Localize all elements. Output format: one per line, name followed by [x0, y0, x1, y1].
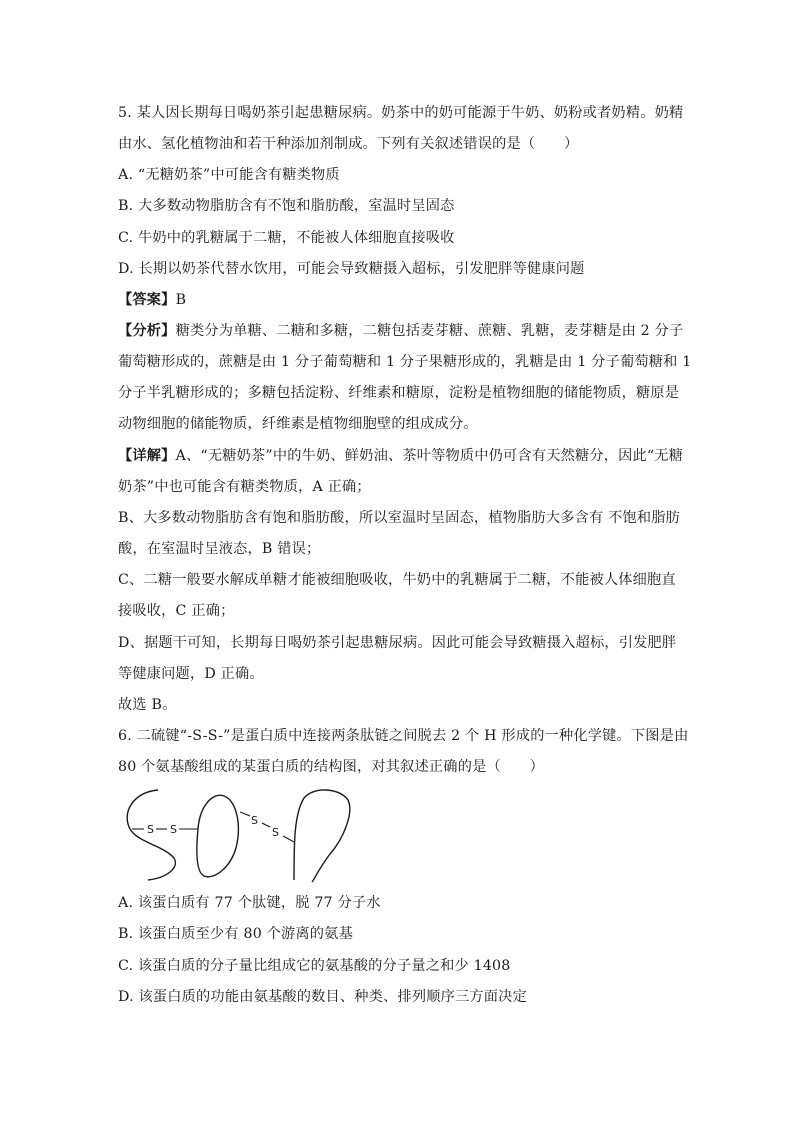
q5-answer: [118, 290, 678, 310]
answer-tag: 【答案】: [118, 292, 176, 308]
analysis-tag: 【分析】: [118, 323, 176, 339]
q5-option-a: A. “无糖奶茶”中可能含有糖类物质: [118, 167, 340, 183]
q5-detail-line-6: 接吸收，C 正确；: [118, 603, 235, 619]
q6-option-d: D. 该蛋白质的功能由氨基酸的数目、种类、排列顺序三方面决定: [118, 989, 527, 1005]
detail-text: A、“无糖奶茶”中的牛奶、鲜奶油、茶叶等物质中仍可含有天然糖分，因此“无糖: [175, 448, 684, 464]
q5-detail-line-4: 酸，在室温时呈液态，B 错误；: [118, 541, 321, 557]
q5-analysis-line-2: 葡萄糖形成的，蔗糖是由 1 分子葡萄糖和 1 分子果糖形成的，乳糖是由 1 分子葡萄糖和 1: [118, 354, 692, 370]
disulfide-bond-2-mid: [262, 823, 270, 827]
peptide-chain-middle: [197, 795, 238, 877]
disulfide-bond-2-right: [283, 836, 294, 842]
q5-detail-line-8: 等健康问题，D 正确。: [118, 666, 264, 682]
q6-option-c: C. 该蛋白质的分子量比组成它的氨基酸的分子量之和少 1408: [118, 958, 511, 974]
q5-detail-line-5: C、二糖一般要水解成单糖才能被细胞吸收，牛奶中的乳糖属于二糖，不能被人体细胞直: [118, 572, 676, 588]
q5-option-d: D. 长期以奶茶代替水饮用，可能会导致糖摄入超标，引发肥胖等健康问题: [118, 261, 585, 277]
q5-analysis-line-3: 分子半乳糖形成的；多糖包括淀粉、纤维素和糖原，淀粉是植物细胞的储能物质，糖原是: [118, 385, 680, 401]
analysis-text: 糖类分为单糖、二糖和多糖，二糖包括麦芽糖、蔗糖、乳糖，麦芽糖是由 2 分子: [175, 323, 684, 339]
q5-conclusion: 故选 B。: [118, 697, 177, 713]
protein-structure-figure: [118, 784, 358, 884]
sulfur-label-1: S: [147, 823, 154, 836]
sulfur-label-4: S: [272, 826, 279, 839]
q5-stem-line-2: 由水、氢化植物油和若干种添加剂制成。下列有关叙述错误的是（ ）: [118, 136, 579, 152]
q5-option-c: C. 牛奶中的乳糖属于二糖，不能被人体细胞直接吸收: [118, 230, 455, 246]
detail-tag: 【详解】: [118, 448, 176, 464]
q5-analysis-line-4: 动物细胞的储能物质，纤维素是植物细胞壁的组成成分。: [118, 416, 478, 432]
q6-stem-line-2: 80 个氨基酸组成的某蛋白质的结构图，对其叙述正确的是（ ）: [118, 759, 545, 775]
answer-value: B: [175, 292, 187, 308]
q5-detail-line-2: 奶茶”中也可能含有糖类物质，A 正确；: [118, 479, 371, 495]
peptide-chain-right: [294, 790, 350, 882]
sulfur-label-3: S: [251, 814, 258, 827]
disulfide-bond-2-left: [240, 812, 250, 816]
q6-option-a: A. 该蛋白质有 77 个肽键，脱 77 分子水: [118, 895, 381, 911]
q5-option-b: B. 大多数动物脂肪含有不饱和脂肪酸，室温时呈固态: [118, 198, 455, 214]
q5-stem-line-1: 5. 某人因长期每日喝奶茶引起患糖尿病。奶茶中的奶可能源于牛奶、奶粉或者奶精。奶精: [118, 105, 684, 121]
sulfur-label-2: S: [170, 823, 177, 836]
q5-detail-line-7: D、据题干可知，长期每日喝奶茶引起患糖尿病。因此可能会导致糖摄入超标，引发肥胖: [118, 635, 677, 651]
q6-stem-line-1: 6. 二硫键“-S-S-”是蛋白质中连接两条肽链之间脱去 2 个 H 形成的一种化学键。下图是由: [118, 728, 689, 744]
q5-analysis-line-1: [118, 321, 684, 341]
q5-detail-line-1: [118, 446, 684, 466]
q5-detail-line-3: B、大多数动物脂肪含有饱和脂肪酸，所以室温时呈固态，植物脂肪大多含有 不饱和脂肪: [118, 510, 681, 526]
q6-option-b: B. 该蛋白质至少有 80 个游离的氨基: [118, 926, 353, 942]
